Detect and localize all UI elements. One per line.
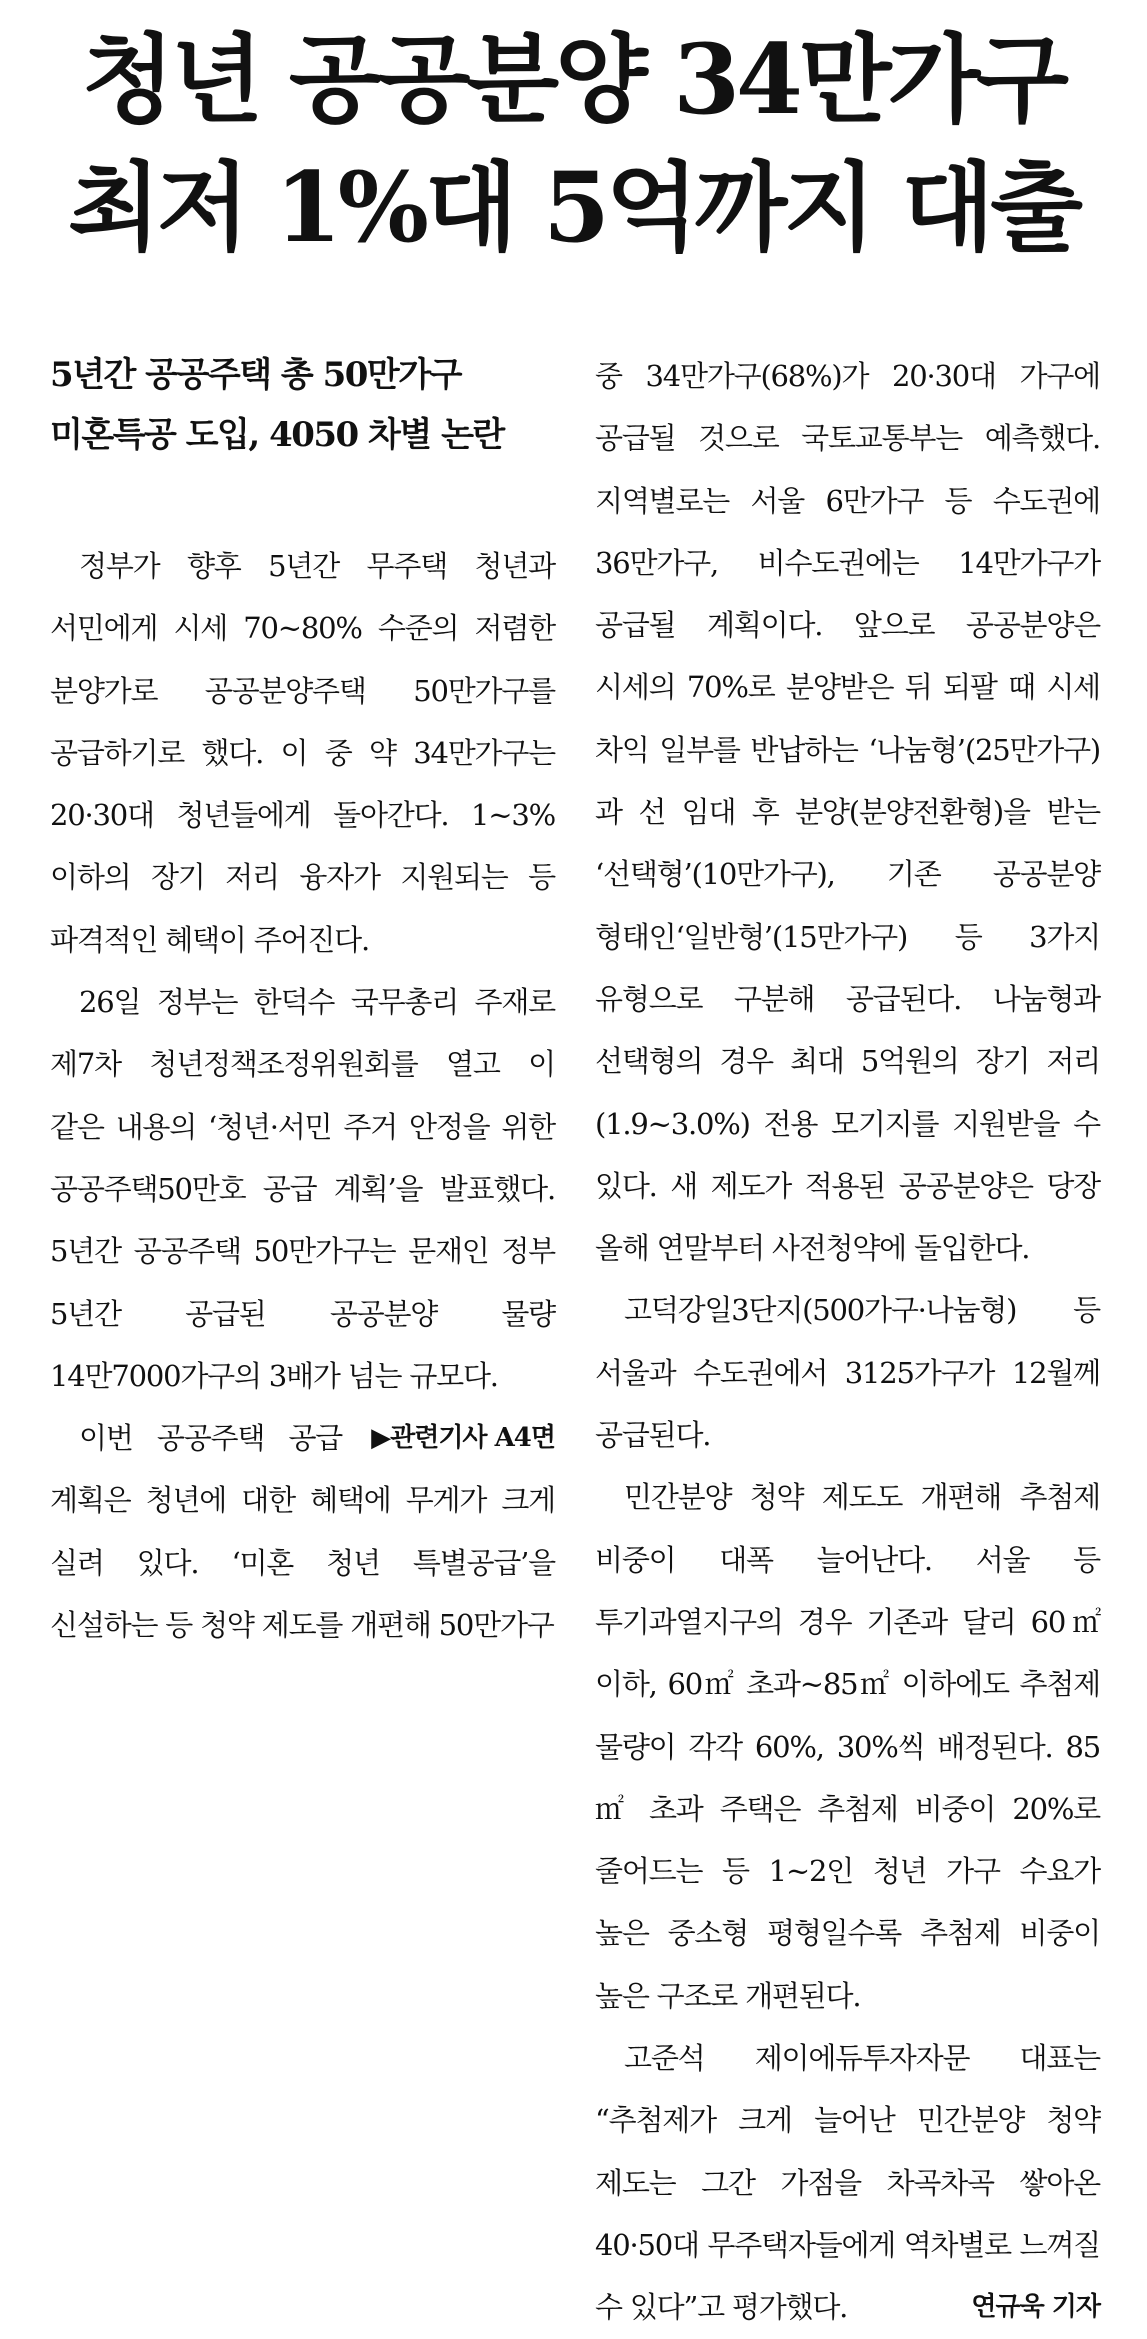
related-article-link[interactable]: ▶관련기사 A4면 [371, 1423, 555, 1454]
headline-line-2: 최저 1%대 5억까지 대출 [68, 151, 1079, 264]
paragraph-6-text: 고준석 제이에듀투자자문 대표는 “추첨제가 크게 늘어난 민간분양 청약 제도는 그간 가점을 차곡차곡 쌓아온 40·50대 무주택자들에게 역차별로 느껴질 수 있다”고 평가했다. [595, 2041, 1100, 2325]
left-column [50, 345, 555, 1656]
paragraph-6 [595, 2027, 1100, 2338]
paragraph-2-text: 26일 정부는 한덕수 국무총리 주재로 제7차 청년정책조정위원회를 열고 이 같은 내용의 ‘청년·서민 주거 안정을 위한 공공주택50만호 공급 계획’을 발표했다. 5년간 공공주택 50만가구는 문재인 정부 5년간 공급된 공공분양 물량 14만7000가구의 3배가 넘는 규모다. [50, 985, 555, 1393]
paragraph-3-continued: 중 34만가구(68%)가 20·30대 가구에 공급될 것으로 국토교통부는 예측했다. 지역별로는 서울 6만가구 등 수도권에 36만가구, 비수도권에는 14만가구가 공급될 계획이다. 앞으로 공공분양은 시세의 70%로 분양받은 뒤 되팔 때 시세 차익 일부를 반납하는 ‘나눔형’(25만가구)과 선 임대 후 분양(분양전환형)을 받는 ‘선택형’(10만가구), 기존 공공분양 형태인‘일반형’(15만가구) 등 3가지 유형으로 구분해 공급된다. 나눔형과 선택형의 경우 최대 5억원의 장기 저리(1.9~3.0%) 전용 모기지를 지원받을 수 있다. 새 제도가 적용된 공공분양은 당장 올해 연말부터 사전청약에 돌입한다. [595, 359, 1100, 1266]
paragraph-2 [50, 971, 555, 1454]
body-right [595, 345, 1100, 2339]
paragraph-4: 고덕강일3단지(500가구·나눔형) 등 서울과 수도권에서 3125가구가 12월께 공급된다. [595, 1293, 1100, 1453]
subheadline [50, 345, 555, 465]
headline [0, 16, 1147, 272]
subheadline-line-2: 미혼특공 도입, 4050 차별 논란 [50, 415, 504, 455]
subheadline-line-1: 5년간 공공주택 총 50만가구 [50, 355, 461, 395]
byline: 연규욱 기자 [971, 2292, 1100, 2323]
body-left [50, 535, 555, 1656]
headline-line-1: 청년 공공분양 34만가구 [81, 23, 1066, 136]
paragraph-3: 이번 공공주택 공급 계획은 청년에 대한 혜택에 무게가 크게 실려 있다. ‘미혼 청년 특별공급’을 신설하는 등 청약 제도를 개편해 50만가구 [50, 1421, 555, 1643]
right-column [595, 345, 1100, 2339]
paragraph-1: 정부가 향후 5년간 무주택 청년과 서민에게 시세 70~80% 수준의 저렴한 분양가로 공공분양주택 50만가구를 공급하기로 했다. 이 중 약 34만가구는 20·30대 청년들에게 돌아간다. 1~3% 이하의 장기 저리 융자가 지원되는 등 파격적인 혜택이 주어진다. [50, 549, 555, 957]
paragraph-5: 민간분양 청약 제도도 개편해 추첨제 비중이 대폭 늘어난다. 서울 등 투기과열지구의 경우 기존과 달리 60㎡ 이하, 60㎡ 초과~85㎡ 이하에도 추첨제 물량이 각각 60%, 30%씩 배정된다. 85㎡ 초과 주택은 추첨제 비중이 20%로 줄어드는 등 1~2인 청년 가구 수요가 높은 중소형 평형일수록 추첨제 비중이 높은 구조로 개편된다. [595, 1480, 1100, 2013]
